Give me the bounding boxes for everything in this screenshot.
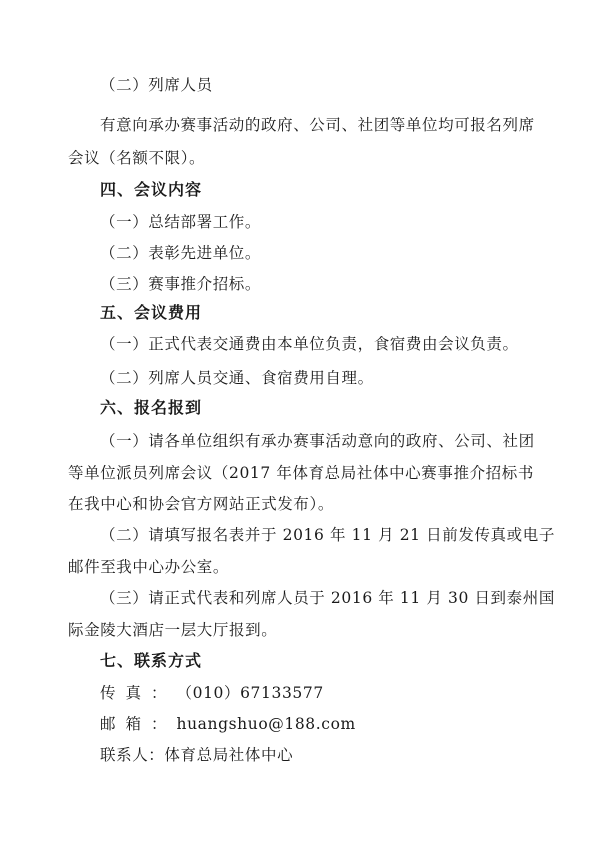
section-6-item-3-line-1: （三）请正式代表和列席人员于 2016 年 11 月 30 日到泰州国: [100, 589, 555, 607]
contact-value: 体育总局社体中心: [164, 746, 294, 764]
attendees-title: （二）列席人员: [100, 76, 213, 94]
contact-label: 联系人：: [100, 746, 165, 764]
attendees-body-line-1: 有意向承办赛事活动的政府、公司、社团等单位均可报名列席: [100, 116, 535, 134]
attendees-body-line-2: 会议（名额不限）。: [68, 149, 206, 167]
section-6-item-3-line-2: 际金陵大酒店一层大厅报到。: [68, 621, 278, 639]
email-row: [100, 714, 356, 734]
section-4-item-3: （三）赛事推介招标。: [100, 275, 262, 293]
fax-label: 传真：: [100, 684, 177, 702]
section-6-item-2-line-1: （二）请填写报名表并于 2016 年 11 月 21 日前发传真或电子: [100, 526, 555, 544]
email-value: huangshuo@188.com: [176, 715, 356, 733]
section-6-item-1-line-3: 在我中心和协会官方网站正式发布）。: [68, 495, 334, 513]
section-5-item-2: （二）列席人员交通、食宿费用自理。: [100, 369, 374, 387]
section-6-item-1-line-1: （一）请各单位组织有承办赛事活动意向的政府、公司、社团: [100, 432, 535, 450]
section-6-item-1-line-2: 等单位派员列席会议（2017 年体育总局社体中心赛事推介招标书: [68, 464, 534, 482]
section-6-heading: 六、报名报到: [100, 398, 203, 417]
section-5-heading: 五、会议费用: [100, 303, 203, 322]
section-7-heading: 七、联系方式: [100, 651, 203, 670]
fax-value: （010）67133577: [176, 684, 324, 702]
section-6-item-2-line-2: 邮件至我中心办公室。: [68, 558, 230, 576]
contact-row: [100, 745, 293, 765]
email-label: 邮箱：: [100, 715, 177, 733]
fax-row: [100, 683, 324, 703]
section-5-item-1: （一）正式代表交通费由本单位负责，食宿费由会议负责。: [100, 335, 519, 353]
section-4-heading: 四、会议内容: [100, 180, 203, 199]
section-4-item-1: （一）总结部署工作。: [100, 213, 262, 231]
section-4-item-2: （二）表彰先进单位。: [100, 244, 262, 262]
